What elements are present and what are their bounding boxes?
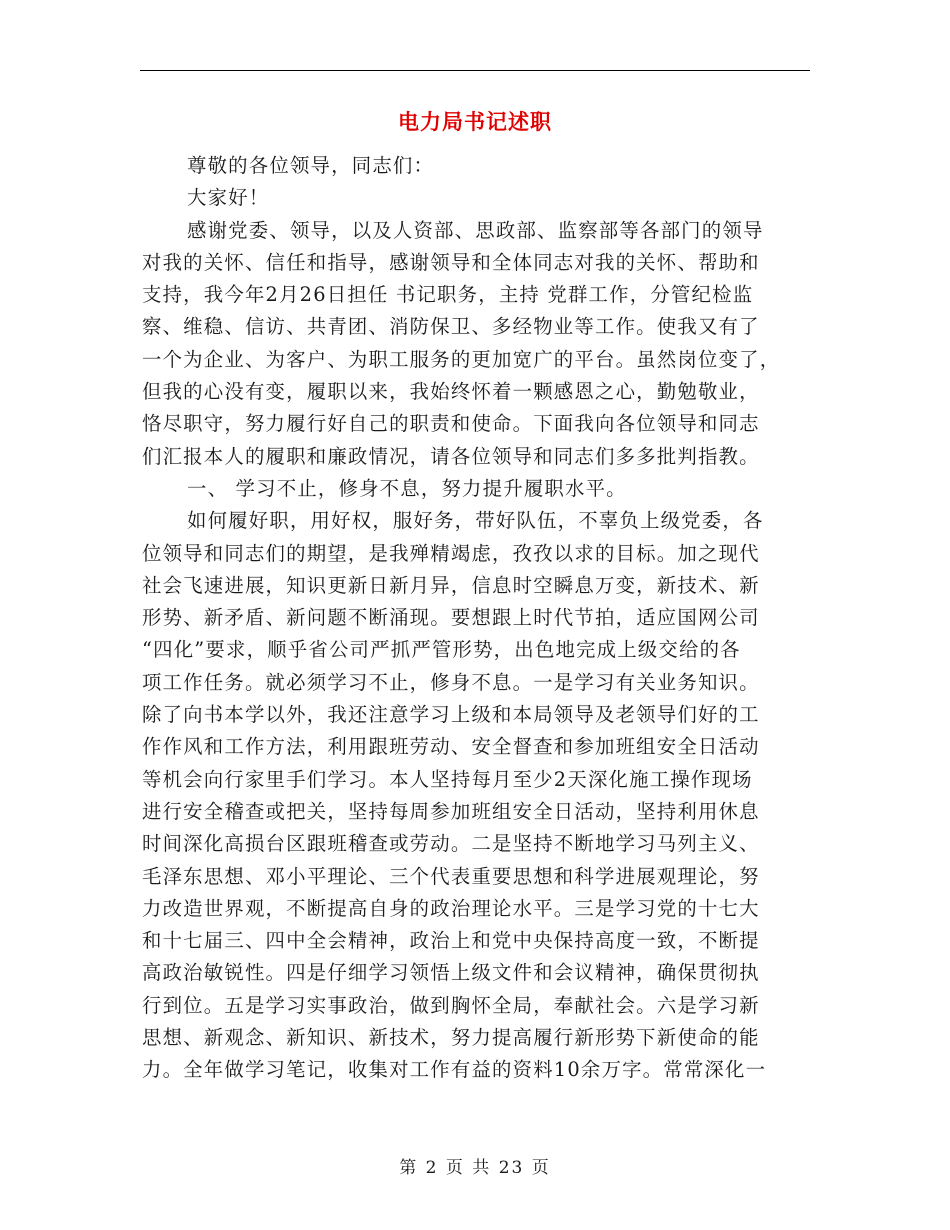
body-line: 思想、新观念、新知识、新技术，努力提高履行新形势下新使命的能 [142,1026,760,1050]
body-line: 社会飞速进展，知识更新日新月异，信息时空瞬息万变，新技术、新 [142,573,760,597]
body-line: 尊敬的各位领导，同志们： [187,154,435,177]
body-line: 对我的关怀、信任和指导，感谢领导和全体同志对我的关怀、帮助和 [142,250,760,274]
body-line: 感谢党委、领导，以及人资部、思政部、监察部等各部门的领导 [187,218,764,242]
body-line: 恪尽职守，努力履行好自己的职责和使命。下面我向各位领导和同志 [142,412,760,436]
body-line: 们汇报本人的履职和廉政情况，请各位领导和同志们多多批判指教。 [142,444,760,468]
body-line: 支持，我今年2月26日担任 书记职务，主持 党群工作，分管纪检监 [142,283,754,307]
body-line: 位领导和同志们的期望，是我殚精竭虑，孜孜以求的目标。加之现代 [142,541,760,565]
body-line: 和十七届三、四中全会精神，政治上和党中央保持高度一致，不断提 [142,929,760,953]
body-line: 时间深化高损台区跟班稽查或劳动。二是坚持不断地学习马列主义、 [142,832,760,856]
body-line: 如何履好职，用好权，服好务，带好队伍，不辜负上级党委，各 [187,509,764,533]
body-line: 行到位。五是学习实事政治，做到胸怀全局，奉献社会。六是学习新 [142,993,760,1017]
page-number-footer: 第 2 页 共 23 页 [399,1158,551,1178]
body-line: 高政治敏锐性。四是仔细学习领悟上级文件和会议精神，确保贯彻执 [142,961,760,985]
body-line: 大家好！ [187,186,270,210]
body-line: 一个为企业、为客户、为职工服务的更加宽广的平台。虽然岗位变了， [142,347,781,371]
body-line: 形势、新矛盾、新问题不断涌现。要想跟上时代节拍，适应国网公司 [142,606,760,630]
body-line: 力。全年做学习笔记，收集对工作有益的资料10余万字。常常深化一 [142,1058,767,1082]
document-title: 电力局书记述职 [398,110,552,134]
document-body [142,150,822,1087]
body-line: 作作风和工作方法，利用跟班劳动、安全督查和参加班组安全日活动 [142,735,760,759]
body-line: 力改造世界观，不断提高自身的政治理论水平。三是学习党的十七大 [142,896,760,920]
body-line: 察、维稳、信访、共青团、消防保卫、多经物业等工作。使我又有了 [142,315,760,339]
section-heading: 一、 学习不止，修身不息，努力提升履职水平。 [187,476,627,500]
body-line: 等机会向行家里手们学习。本人坚持每月至少2天深化施工操作现场 [142,767,753,791]
body-line: “四化”要求，顺乎省公司严抓严管形势，出色地完成上级交给的各 [142,638,741,662]
body-line: 进行安全稽查或把关，坚持每周参加班组安全日活动，坚持利用休息 [142,799,760,823]
body-line: 项工作任务。就必须学习不止，修身不息。一是学习有关业务知识。 [142,670,760,694]
header-rule [140,70,810,71]
body-line: 但我的心没有变，履职以来，我始终怀着一颗感恩之心，勤勉敬业， [142,380,760,404]
body-line: 毛泽东思想、邓小平理论、三个代表重要思想和科学进展观理论，努 [142,864,760,888]
body-line: 除了向书本学以外，我还注意学习上级和本局领导及老领导们好的工 [142,703,760,727]
